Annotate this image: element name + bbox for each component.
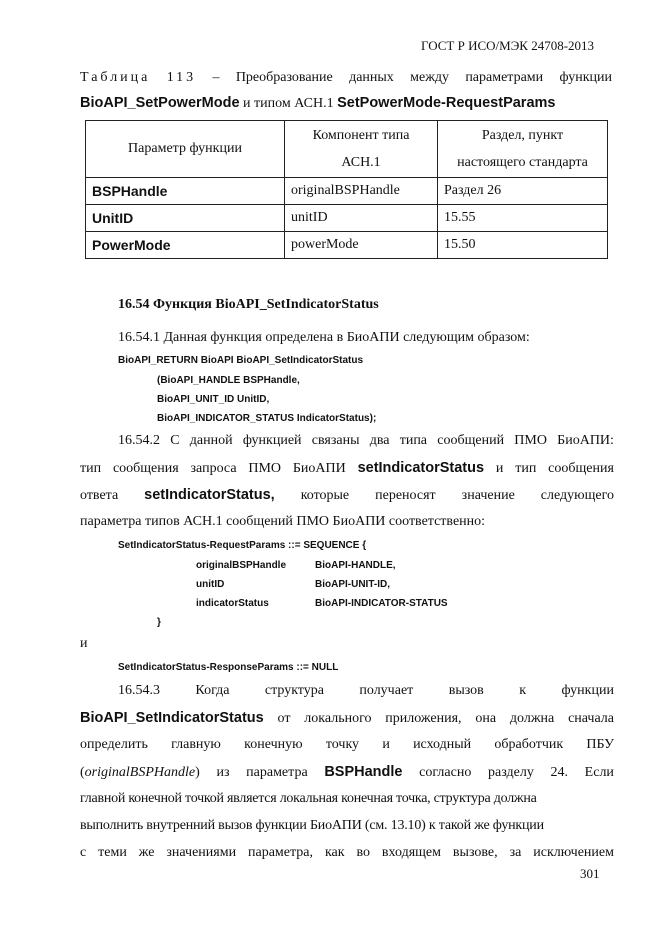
paragraph-16-54-3-line1 [118,683,614,699]
code-line: BioAPI_INDICATOR_STATUS IndicatorStatus); [157,413,377,424]
cell-component: originalBSPHandle [285,178,438,205]
word: следующего [540,488,614,503]
word: она [475,711,497,726]
word: структура [264,683,324,698]
word: типа [399,433,428,448]
code-field-name: indicatorStatus [196,598,269,609]
header-section-l2: настоящего стандарта [457,155,588,170]
caption-word: данных [349,70,394,85]
document-header: ГОСТ Р ИСО/МЭК 24708-2013 [421,38,595,53]
caption-word: – [212,70,220,85]
conjunction: и [80,636,88,651]
paragraph-16-54-3-line7 [80,845,614,861]
word: определить [80,737,148,752]
word: сообщения [548,461,614,476]
header-param: Параметр функции [86,121,285,178]
page-number: 301 [580,866,600,881]
inline-code-param: BSPHandle [324,764,403,780]
inline-code-message: setIndicatorStatus [357,460,485,476]
word: С [170,433,180,448]
header-component-l1: Компонент типа [312,128,410,143]
paragraph-16-54-3-line2 [80,710,614,727]
word: от [277,711,291,726]
code-line: } [157,617,161,628]
code-line: (BioAPI_HANDLE BSPHandle, [157,375,300,386]
word: данной [189,433,233,448]
inline-code-function: BioAPI_SetIndicatorStatus [80,710,264,726]
paragraph-16-54-2-line2 [80,460,614,477]
word: функцией [242,433,302,448]
word: приложения, [385,711,462,726]
word: 16.54.2 [118,433,160,448]
code-line: BioAPI_UNIT_ID UnitID, [157,394,270,405]
word: значениями [166,845,237,860]
word: 16.54.3 [118,683,160,698]
cell-param: UnitID [86,205,285,232]
word: ПБУ [586,737,614,752]
word: вызов [448,683,484,698]
table-row [86,232,608,259]
caption-word: функции [559,70,612,85]
paragraph-16-54-2-line1 [118,433,614,449]
word: конечную [244,737,303,752]
word: согласно [419,765,472,780]
word: за [509,845,522,860]
paragraph-16-54-2-line3 [80,487,614,504]
code-line: BioAPI_RETURN BioAPI BioAPI_SetIndicatorStatus [118,355,364,366]
word: параметра, [248,845,314,860]
caption-function-name: BioAPI_SetPowerMode [80,95,240,111]
code-field-type: BioAPI-HANDLE, [315,560,396,571]
word: Если [584,765,614,780]
cell-param: PowerMode [86,232,285,259]
inline-code-message: setIndicatorStatus, [144,487,275,503]
word: сообщения [112,461,179,476]
paragraph-16-54-3-line4 [80,764,614,781]
code-line: SetIndicatorStatus-ResponseParams ::= NULL [118,662,339,673]
word: с [80,845,87,860]
word: теми [98,845,127,860]
word: связаны [311,433,360,448]
code-field-type: BioAPI-UNIT-ID, [315,579,390,590]
word: локального [304,711,372,726]
cell-section: Раздел 26 [438,178,608,205]
word: же [138,845,155,860]
word: исключением [533,845,614,860]
paragraph-16-54-3-line6: выполнить внутренний вызов функции БиоАПИ (см. 13.10) к такой же функции [80,818,544,833]
paren-group [80,765,200,781]
header-component-l2: АСН.1 [341,155,381,170]
paragraph-16-54-1: 16.54.1 Данная функция определена в БиоАПИ следующим образом: [118,330,530,345]
word: сначала [568,711,614,726]
caption-mid: и типом АСН.1 [243,96,334,111]
conversion-table [85,120,608,259]
word: точку [325,737,360,752]
caption-word: параметрами [465,70,544,85]
paragraph-16-54-3-line5: главной конечной точкой является локальная конечная точка, структура должна [80,791,537,806]
word: и [382,737,390,752]
word: как [324,845,345,860]
word: во [356,845,370,860]
paren-close: ) [195,765,200,780]
cell-component: unitID [285,205,438,232]
word: 24. [550,765,568,780]
word: БиоАПИ: [557,433,614,448]
caption-word: Преобразование [235,70,333,85]
cell-param: BSPHandle [86,178,285,205]
word: ПМО [514,433,547,448]
word: разделу [488,765,534,780]
word: ПМО [248,461,282,476]
caption-type-name: SetPowerMode-RequestParams [337,95,556,111]
word: тип [515,461,537,476]
word: тип [80,461,102,476]
word: исходный [413,737,472,752]
word: и [495,461,504,476]
word: из [216,765,230,780]
cell-section: 15.50 [438,232,608,259]
word: функции [561,683,614,698]
code-field-type: BioAPI-INDICATOR-STATUS [315,598,448,609]
word: должна [509,711,555,726]
word: параметра [246,765,308,780]
code-line: SetIndicatorStatus-RequestParams ::= SEQUENCE { [118,540,367,551]
word: обработчик [494,737,564,752]
code-field-name: unitID [196,579,225,590]
table-row [86,205,608,232]
caption-word: 113 [166,70,197,85]
table-caption-line1 [80,70,612,86]
word: сообщений [437,433,505,448]
italic-term: originalBSPHandle [84,765,196,780]
table-row [86,178,608,205]
caption-word: между [410,70,449,85]
paren-open: ( [80,765,85,780]
header-component [285,121,438,178]
table-header-row [86,121,608,178]
word: Когда [195,683,230,698]
word: два [369,433,390,448]
word: ответа [80,488,119,503]
word: получает [359,683,414,698]
section-title: 16.54 Функция BioAPI_SetIndicatorStatus [118,297,379,312]
code-field-name: originalBSPHandle [196,560,287,571]
word: запроса [190,461,237,476]
caption-word: Таблица [80,70,151,85]
paragraph-16-54-2-line4: параметра типов АСН.1 сообщений ПМО БиоАПИ соответственно: [80,514,486,529]
header-section-l1: Раздел, пункт [481,128,564,143]
word: к [519,683,527,698]
cell-component: powerMode [285,232,438,259]
word: вызове, [452,845,498,860]
word: переносят [375,488,436,503]
word: значение [461,488,515,503]
word: главную [171,737,221,752]
table-caption-line2 [80,95,612,112]
paragraph-16-54-3-line3 [80,737,614,753]
word: БиоАПИ [292,461,346,476]
word: которые [300,488,350,503]
cell-section: 15.55 [438,205,608,232]
word: входящем [381,845,441,860]
header-section [438,121,608,178]
